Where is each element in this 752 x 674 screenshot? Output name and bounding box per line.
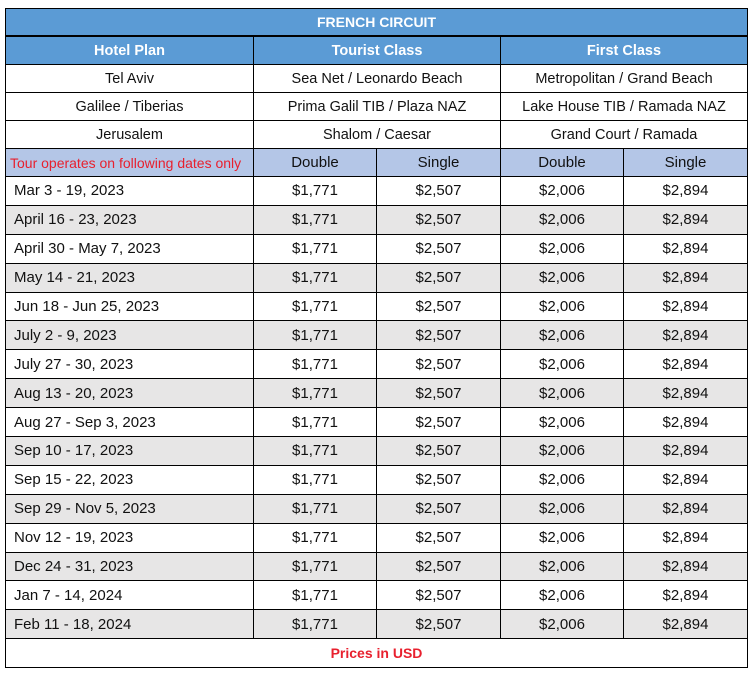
hotel-city: Galilee / Tiberias	[6, 93, 254, 121]
first-single-price: $2,894	[624, 205, 748, 234]
subheader-tourist-single: Single	[377, 149, 501, 177]
first-double-price: $2,006	[501, 465, 624, 494]
tourist-double-price: $1,771	[254, 552, 377, 581]
first-double-price: $2,006	[501, 610, 624, 639]
table-row	[6, 494, 748, 523]
header-hotel-plan: Hotel Plan	[6, 36, 254, 65]
tourist-single-price: $2,507	[377, 581, 501, 610]
tourist-double-price: $1,771	[254, 292, 377, 321]
hotel-city: Jerusalem	[6, 121, 254, 149]
first-single-price: $2,894	[624, 523, 748, 552]
first-single-price: $2,894	[624, 379, 748, 408]
first-single-price: $2,894	[624, 408, 748, 437]
tour-date: Sep 10 - 17, 2023	[6, 437, 254, 466]
table-row	[6, 523, 748, 552]
tour-date: Aug 13 - 20, 2023	[6, 379, 254, 408]
tourist-double-price: $1,771	[254, 437, 377, 466]
tourist-single-price: $2,507	[377, 465, 501, 494]
table-row	[6, 350, 748, 379]
first-single-price: $2,894	[624, 177, 748, 206]
hotel-first: Grand Court / Ramada	[501, 121, 748, 149]
subheader-row	[6, 149, 748, 177]
tourist-single-price: $2,507	[377, 494, 501, 523]
table-row	[6, 581, 748, 610]
tour-date: Mar 3 - 19, 2023	[6, 177, 254, 206]
first-single-price: $2,894	[624, 321, 748, 350]
table-row	[6, 610, 748, 639]
first-single-price: $2,894	[624, 350, 748, 379]
hotel-tourist: Shalom / Caesar	[254, 121, 501, 149]
price-table-container	[5, 8, 747, 668]
table-row	[6, 205, 748, 234]
hotel-row	[6, 65, 748, 93]
table-row	[6, 465, 748, 494]
first-single-price: $2,894	[624, 437, 748, 466]
first-single-price: $2,894	[624, 234, 748, 263]
table-row	[6, 263, 748, 292]
tour-date: April 30 - May 7, 2023	[6, 234, 254, 263]
footer-row	[6, 639, 748, 668]
header-tourist-class: Tourist Class	[254, 36, 501, 65]
table-row	[6, 437, 748, 466]
first-single-price: $2,894	[624, 465, 748, 494]
tour-date: Jun 18 - Jun 25, 2023	[6, 292, 254, 321]
subheader-tourist-double: Double	[254, 149, 377, 177]
tour-date: Sep 29 - Nov 5, 2023	[6, 494, 254, 523]
tourist-double-price: $1,771	[254, 205, 377, 234]
tourist-double-price: $1,771	[254, 379, 377, 408]
tourist-single-price: $2,507	[377, 523, 501, 552]
first-double-price: $2,006	[501, 581, 624, 610]
hotel-city: Tel Aviv	[6, 65, 254, 93]
tour-date: Aug 27 - Sep 3, 2023	[6, 408, 254, 437]
dates-note: Tour operates on following dates only	[6, 149, 254, 177]
tourist-double-price: $1,771	[254, 321, 377, 350]
header-row	[6, 36, 748, 65]
tour-date: Sep 15 - 22, 2023	[6, 465, 254, 494]
prices-currency-note: Prices in USD	[6, 639, 748, 668]
tourist-single-price: $2,507	[377, 321, 501, 350]
hotel-first: Metropolitan / Grand Beach	[501, 65, 748, 93]
tourist-single-price: $2,507	[377, 437, 501, 466]
table-row	[6, 379, 748, 408]
tourist-single-price: $2,507	[377, 177, 501, 206]
tourist-single-price: $2,507	[377, 610, 501, 639]
first-double-price: $2,006	[501, 234, 624, 263]
tourist-double-price: $1,771	[254, 350, 377, 379]
first-double-price: $2,006	[501, 177, 624, 206]
hotel-tourist: Prima Galil TIB / Plaza NAZ	[254, 93, 501, 121]
tourist-single-price: $2,507	[377, 552, 501, 581]
tourist-single-price: $2,507	[377, 408, 501, 437]
first-double-price: $2,006	[501, 437, 624, 466]
tour-date: May 14 - 21, 2023	[6, 263, 254, 292]
tourist-single-price: $2,507	[377, 350, 501, 379]
hotel-row	[6, 121, 748, 149]
table-title: FRENCH CIRCUIT	[6, 9, 748, 37]
hotel-tourist: Sea Net / Leonardo Beach	[254, 65, 501, 93]
tourist-double-price: $1,771	[254, 581, 377, 610]
first-double-price: $2,006	[501, 379, 624, 408]
first-single-price: $2,894	[624, 263, 748, 292]
subheader-first-single: Single	[624, 149, 748, 177]
first-single-price: $2,894	[624, 610, 748, 639]
first-single-price: $2,894	[624, 494, 748, 523]
header-first-class: First Class	[501, 36, 748, 65]
tour-date: July 2 - 9, 2023	[6, 321, 254, 350]
first-double-price: $2,006	[501, 321, 624, 350]
table-row	[6, 234, 748, 263]
first-single-price: $2,894	[624, 292, 748, 321]
tourist-single-price: $2,507	[377, 263, 501, 292]
tourist-double-price: $1,771	[254, 177, 377, 206]
tour-date: April 16 - 23, 2023	[6, 205, 254, 234]
tour-date: Nov 12 - 19, 2023	[6, 523, 254, 552]
table-row	[6, 177, 748, 206]
tourist-double-price: $1,771	[254, 408, 377, 437]
first-double-price: $2,006	[501, 350, 624, 379]
tour-date: July 27 - 30, 2023	[6, 350, 254, 379]
first-double-price: $2,006	[501, 292, 624, 321]
tourist-double-price: $1,771	[254, 465, 377, 494]
hotel-first: Lake House TIB / Ramada NAZ	[501, 93, 748, 121]
first-double-price: $2,006	[501, 494, 624, 523]
first-single-price: $2,894	[624, 581, 748, 610]
subheader-first-double: Double	[501, 149, 624, 177]
tourist-single-price: $2,507	[377, 379, 501, 408]
table-row	[6, 408, 748, 437]
tourist-single-price: $2,507	[377, 205, 501, 234]
first-double-price: $2,006	[501, 263, 624, 292]
tour-date: Dec 24 - 31, 2023	[6, 552, 254, 581]
tourist-double-price: $1,771	[254, 263, 377, 292]
price-table	[5, 8, 748, 668]
table-row	[6, 292, 748, 321]
table-row	[6, 552, 748, 581]
table-title-row	[6, 9, 748, 37]
first-single-price: $2,894	[624, 552, 748, 581]
table-row	[6, 321, 748, 350]
tourist-double-price: $1,771	[254, 234, 377, 263]
first-double-price: $2,006	[501, 552, 624, 581]
tourist-double-price: $1,771	[254, 494, 377, 523]
tourist-double-price: $1,771	[254, 610, 377, 639]
first-double-price: $2,006	[501, 408, 624, 437]
tourist-single-price: $2,507	[377, 292, 501, 321]
first-double-price: $2,006	[501, 523, 624, 552]
tourist-single-price: $2,507	[377, 234, 501, 263]
tour-date: Jan 7 - 14, 2024	[6, 581, 254, 610]
first-double-price: $2,006	[501, 205, 624, 234]
tour-date: Feb 11 - 18, 2024	[6, 610, 254, 639]
hotel-row	[6, 93, 748, 121]
tourist-double-price: $1,771	[254, 523, 377, 552]
